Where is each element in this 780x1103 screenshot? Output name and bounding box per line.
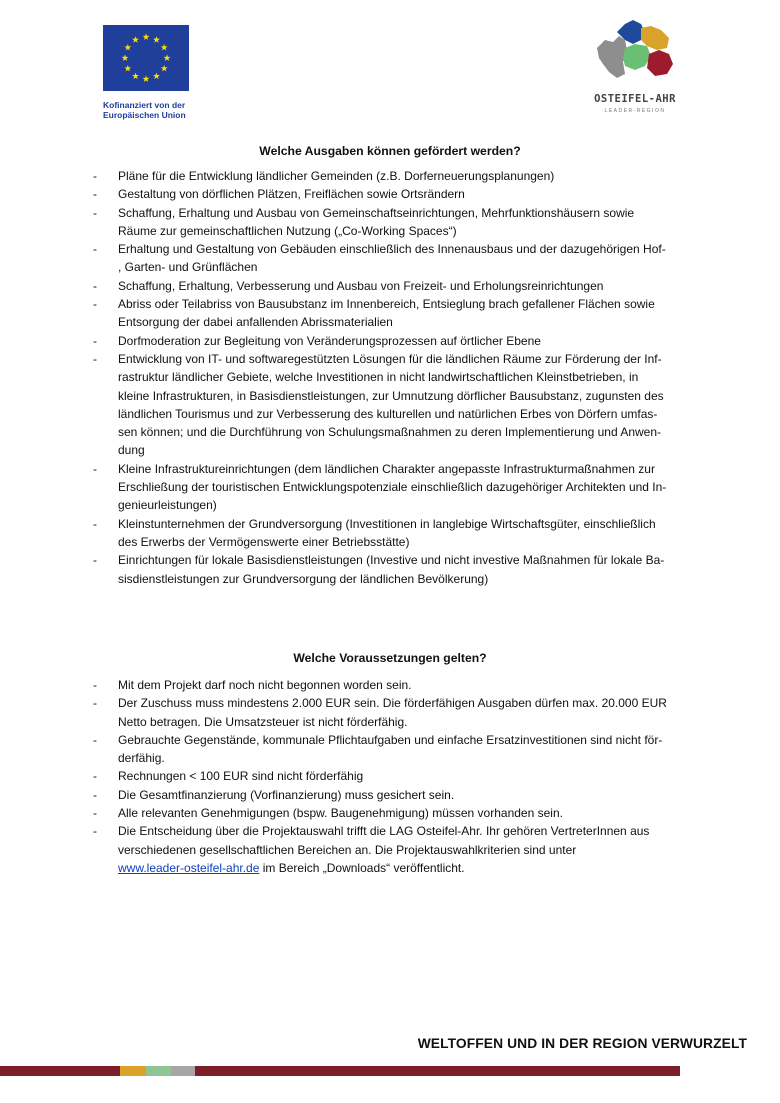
footer-color-bar — [0, 1066, 780, 1076]
list-item: - Pläne für die Entwicklung ländlicher Gemeinden (z.B. Dorferneuerungsplanungen) — [93, 169, 555, 183]
eu-caption — [103, 100, 189, 120]
list-item: - Erhaltung und Gestaltung von Gebäuden einschließlich des Innenausbaus und der dazugehörigen Hof- , Garten- und Grünflächen — [93, 242, 666, 275]
logo-name: OSTEIFEL-AHR — [594, 93, 676, 105]
eu-caption-line1: Kofinanziert von der — [103, 100, 186, 110]
list-item: - Die Gesamtfinanzierung (Vorfinanzierung) muss gesichert sein. — [93, 787, 455, 802]
leader-website-link[interactable]: www.leader-osteifel-ahr.de — [118, 860, 260, 875]
list-item: - Gestaltung von dörflichen Plätzen, Freiflächen sowie Ortsrändern — [93, 187, 465, 202]
expenses-list — [93, 167, 687, 588]
list-item: - Mit dem Projekt darf noch nicht begonnen worden sein. — [93, 678, 412, 692]
list-item: - Gebrauchte Gegenstände, kommunale Pflichtaufgaben und einfache Ersatzinvestitionen sind nicht för- derfähig. — [93, 732, 663, 766]
list-item: - Die Entscheidung über die Projektauswahl trifft die LAG Osteifel-Ahr. Ihr gehören VertreterInnen aus verschiedenen gesellschaftlichen Bereichen an. Die Projektauswahlkriterien sind unter www.leader-osteifel-ahr.de im Bereich „Downloads“ veröffentlicht. — [93, 824, 650, 875]
requirements-list — [93, 676, 687, 877]
footer-slogan: WELTOFFEN UND IN DER REGION VERWURZELT — [417, 1036, 747, 1051]
list-item: - Abriss oder Teilabriss von Bausubstanz im Innenbereich, Entsieglung brach gefallener Flächen sowie Entsorgung der dabei anfallenden Abrissmaterialien — [93, 297, 655, 330]
section-title-expenses: Welche Ausgaben können gefördert werden? — [259, 144, 521, 158]
eu-caption-line2: Europäischen Union — [103, 110, 186, 120]
eu-flag-icon — [103, 25, 189, 91]
list-item: - Alle relevanten Genehmigungen (bspw. Baugenehmigung) müssen vorhanden sein. — [93, 806, 563, 821]
downloads-note: im Bereich „Downloads“ veröffentlicht. — [259, 860, 465, 875]
list-item: - Der Zuschuss muss mindestens 2.000 EUR sein. Die förderfähigen Ausgaben dürfen max. 20.000 EUR Netto betragen. Die Umsatzsteuer ist nicht förderfähig. — [93, 696, 667, 729]
logo-subtitle: LEADER-REGION — [604, 108, 666, 114]
list-item: - Kleinstunternehmen der Grundversorgung (Investitionen in langlebige Wirtschaftsgüter, einschließlich des Erwerbs der Vermögenswerte einer Betriebsstätte) — [93, 516, 656, 549]
section-title-requirements: Welche Voraussetzungen gelten? — [293, 651, 487, 665]
list-item: - Dorfmoderation zur Begleitung von Veränderungsprozessen auf örtlicher Ebene — [93, 333, 541, 348]
list-item: - Schaffung, Erhaltung und Ausbau von Gemeinschaftseinrichtungen, Mehrfunktionshäusern sowie Räume zur gemeinschaftlichen Nutzung („Co-Working Spaces“) — [93, 205, 635, 238]
list-item: - Einrichtungen für lokale Basisdienstleistungen (Investive und nicht investive Maßnahmen für lokale Ba- sisdienstleistungen zur Grundversorgung der ländlichen Bevölkerung) — [93, 553, 665, 586]
osteifel-ahr-logo — [585, 18, 685, 114]
region-map-icon — [595, 18, 675, 88]
eu-cofunding-block — [103, 25, 189, 120]
list-item: - Schaffung, Erhaltung, Verbesserung und Ausbau von Freizeit- und Erholungsreinrichtungen — [93, 278, 604, 293]
list-item: - Kleine Infrastruktureinrichtungen (dem ländlichen Charakter angepasste Infrastrukturmaßnahmen zur Erschließung der touristischen Entwicklungspotenziale einschließlich dazugehöriger Architekten und In- genieurleistungen) — [93, 461, 667, 513]
list-item: - Entwicklung von IT- und softwaregestützten Lösungen für die ländlichen Räume zur Förderung der Inf- rastruktur ländlicher Gebiete, welche Investitionen in nicht landwirtschaftlichen Kleinstbetrieben, in kleine Infrastrukturen, in Basisdienstleistungen, zur Umnutzung dörflicher Bausubstanz, zugunsten des ländlichen Tourismus und zur Verbesserung des kulturellen und natürlichen Erbes von Dörfern umfas- sen können; und die Durchführung von Schulungsmaßnahmen zu deren Implementierung und Anwen- dung — [93, 351, 664, 458]
list-item: - Rechnungen < 100 EUR sind nicht förderfähig — [93, 769, 364, 784]
